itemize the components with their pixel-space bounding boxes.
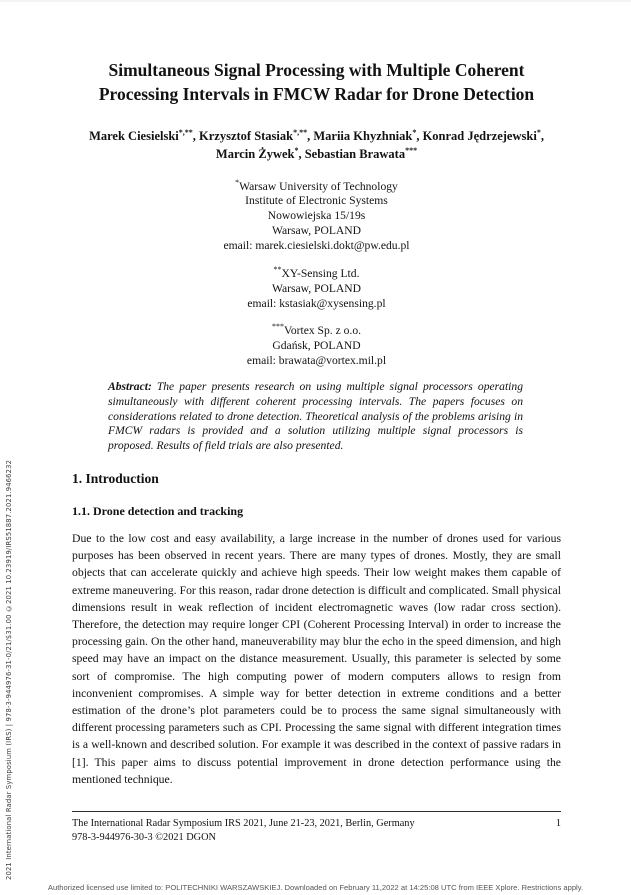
footer-conference-line: The International Radar Symposium IRS 2021, June 21-23, 2021, Berlin, Germany	[72, 818, 415, 829]
affiliation-name-line	[72, 177, 561, 195]
author-name: Krzysztof Stasiak	[199, 129, 294, 144]
author-name: Marek Ciesielski	[89, 129, 179, 144]
affiliation-email: email: marek.ciesielski.dokt@pw.edu.pl	[223, 239, 410, 253]
author-separator: ,	[416, 129, 423, 144]
author-superscript: ***	[405, 146, 418, 156]
page-content	[72, 0, 561, 788]
authors-line-2	[72, 145, 561, 163]
author-separator: ,	[192, 129, 200, 144]
affiliation-line: Nowowiejska 15/19s	[267, 209, 366, 223]
abstract-text: The paper presents research on using multiple signal processors operating simultaneously with different coherent processing intervals. The papers focuses on considerations related to drone detection. Theoretical analysis of the problems arising in FMCW radars is provided and a solution utilizing multiple signal processors is proposed. Results of field trials are also presented.	[108, 380, 523, 453]
affiliation-name-line	[72, 267, 561, 282]
author-separator: ,	[540, 129, 544, 144]
affiliation-warsaw-university	[72, 177, 561, 255]
abstract-label: Abstract:	[108, 380, 152, 394]
affiliation-superscript: **	[273, 265, 282, 275]
author-name: Mariia Khyzhniak	[313, 129, 413, 144]
section-heading-introduction: 1. Introduction	[72, 470, 159, 486]
subsection-heading-drone-detection: 1.1. Drone detection and tracking	[72, 503, 244, 518]
author-superscript: *,**	[293, 128, 308, 138]
page-number: 1	[555, 818, 561, 829]
affiliation-vortex	[72, 324, 561, 369]
copyright-sidebar: 2021 International Radar Symposium (IRS) | 978-3-944976-31-0/21/$31.00 ©2021 10.23919/IRS51887.2021.9466232	[5, 459, 13, 880]
affiliation-name: XY-Sensing Ltd.	[281, 267, 360, 281]
affiliation-name: Vortex Sp. z o.o.	[283, 324, 362, 338]
affiliation-name: Warsaw University of Technology	[239, 179, 398, 193]
footer-row	[72, 817, 561, 831]
author-name: Sebastian Brawata	[304, 147, 406, 162]
authors-block	[72, 127, 561, 163]
author-separator: ,	[298, 147, 305, 162]
page-title: Simultaneous Signal Processing with Multiple Coherent Processing Intervals in FMCW Radar for Drone Detection	[98, 60, 535, 105]
author-superscript: *	[294, 146, 299, 156]
abstract-block	[108, 380, 523, 454]
authors-line-1	[72, 127, 561, 145]
footer-isbn-line: 978-3-944976-30-3 ©2021 DGON	[72, 831, 216, 843]
affiliation-line: Warsaw, POLAND	[271, 282, 362, 296]
author-name: Konrad Jędrzejewski	[422, 129, 537, 144]
affiliation-line: Institute of Electronic Systems	[245, 194, 388, 208]
affiliation-xy-sensing	[72, 267, 561, 312]
page-footer	[72, 811, 561, 845]
author-separator: ,	[307, 129, 314, 144]
affiliation-superscript: ***	[271, 322, 284, 332]
author-superscript: *,**	[178, 128, 193, 138]
author-superscript: *	[412, 128, 417, 138]
affiliation-email: email: brawata@vortex.mil.pl	[246, 354, 387, 368]
author-name: Marcin Żywek	[215, 147, 295, 162]
affiliation-superscript: *	[235, 177, 240, 187]
affiliation-email: email: kstasiak@xysensing.pl	[247, 297, 386, 311]
xplore-license-banner: Authorized licensed use limited to: POLITECHNIKI WARSZAWSKIEJ. Downloaded on February 11,2022 at 14:25:08 UTC from IEEE Xplore. Restrictions apply.	[47, 883, 584, 892]
affiliation-line: Warsaw, POLAND	[271, 224, 362, 238]
author-superscript: *	[536, 128, 541, 138]
affiliation-line: Gdańsk, POLAND	[272, 339, 361, 353]
introduction-paragraph: Due to the low cost and easy availability, a large increase in the number of drones used for various purposes has been observed in recent years. There are many types of drones. Mostly, they are small objects that can accelerate quickly and achieve high speeds. Their low weight makes them capable of extreme maneuvering. For this reason, radar drone detection is difficult and complicated. Small physical dimensions result in weak reflection of incident electromagnetic waves (low radar cross section). Therefore, the detection may require longer CPI (Coherent Processing Interval) in order to increase the processing gain. On the other hand, maneuverability may blur the echo in the speed dimension, and high speed may have an impact on the distance measurement. Usually, this parameter is selected by some sort of compromise. The high computing power of modern computers allows to resign from inconvenient compromises. A simple way for better detection in extreme conditions and a better estimation of the drone’s plot parameters could be to process the same signal simultaneously with different processing parameters such as CPI. Processing the same signal with different integration times is a well-known and described solution. For example it was described in the context of passive radars in [1]. This paper aims to discuss potential improvement in drone detection performance using the mentioned technique.	[72, 531, 561, 786]
affiliation-name-line	[72, 324, 561, 339]
